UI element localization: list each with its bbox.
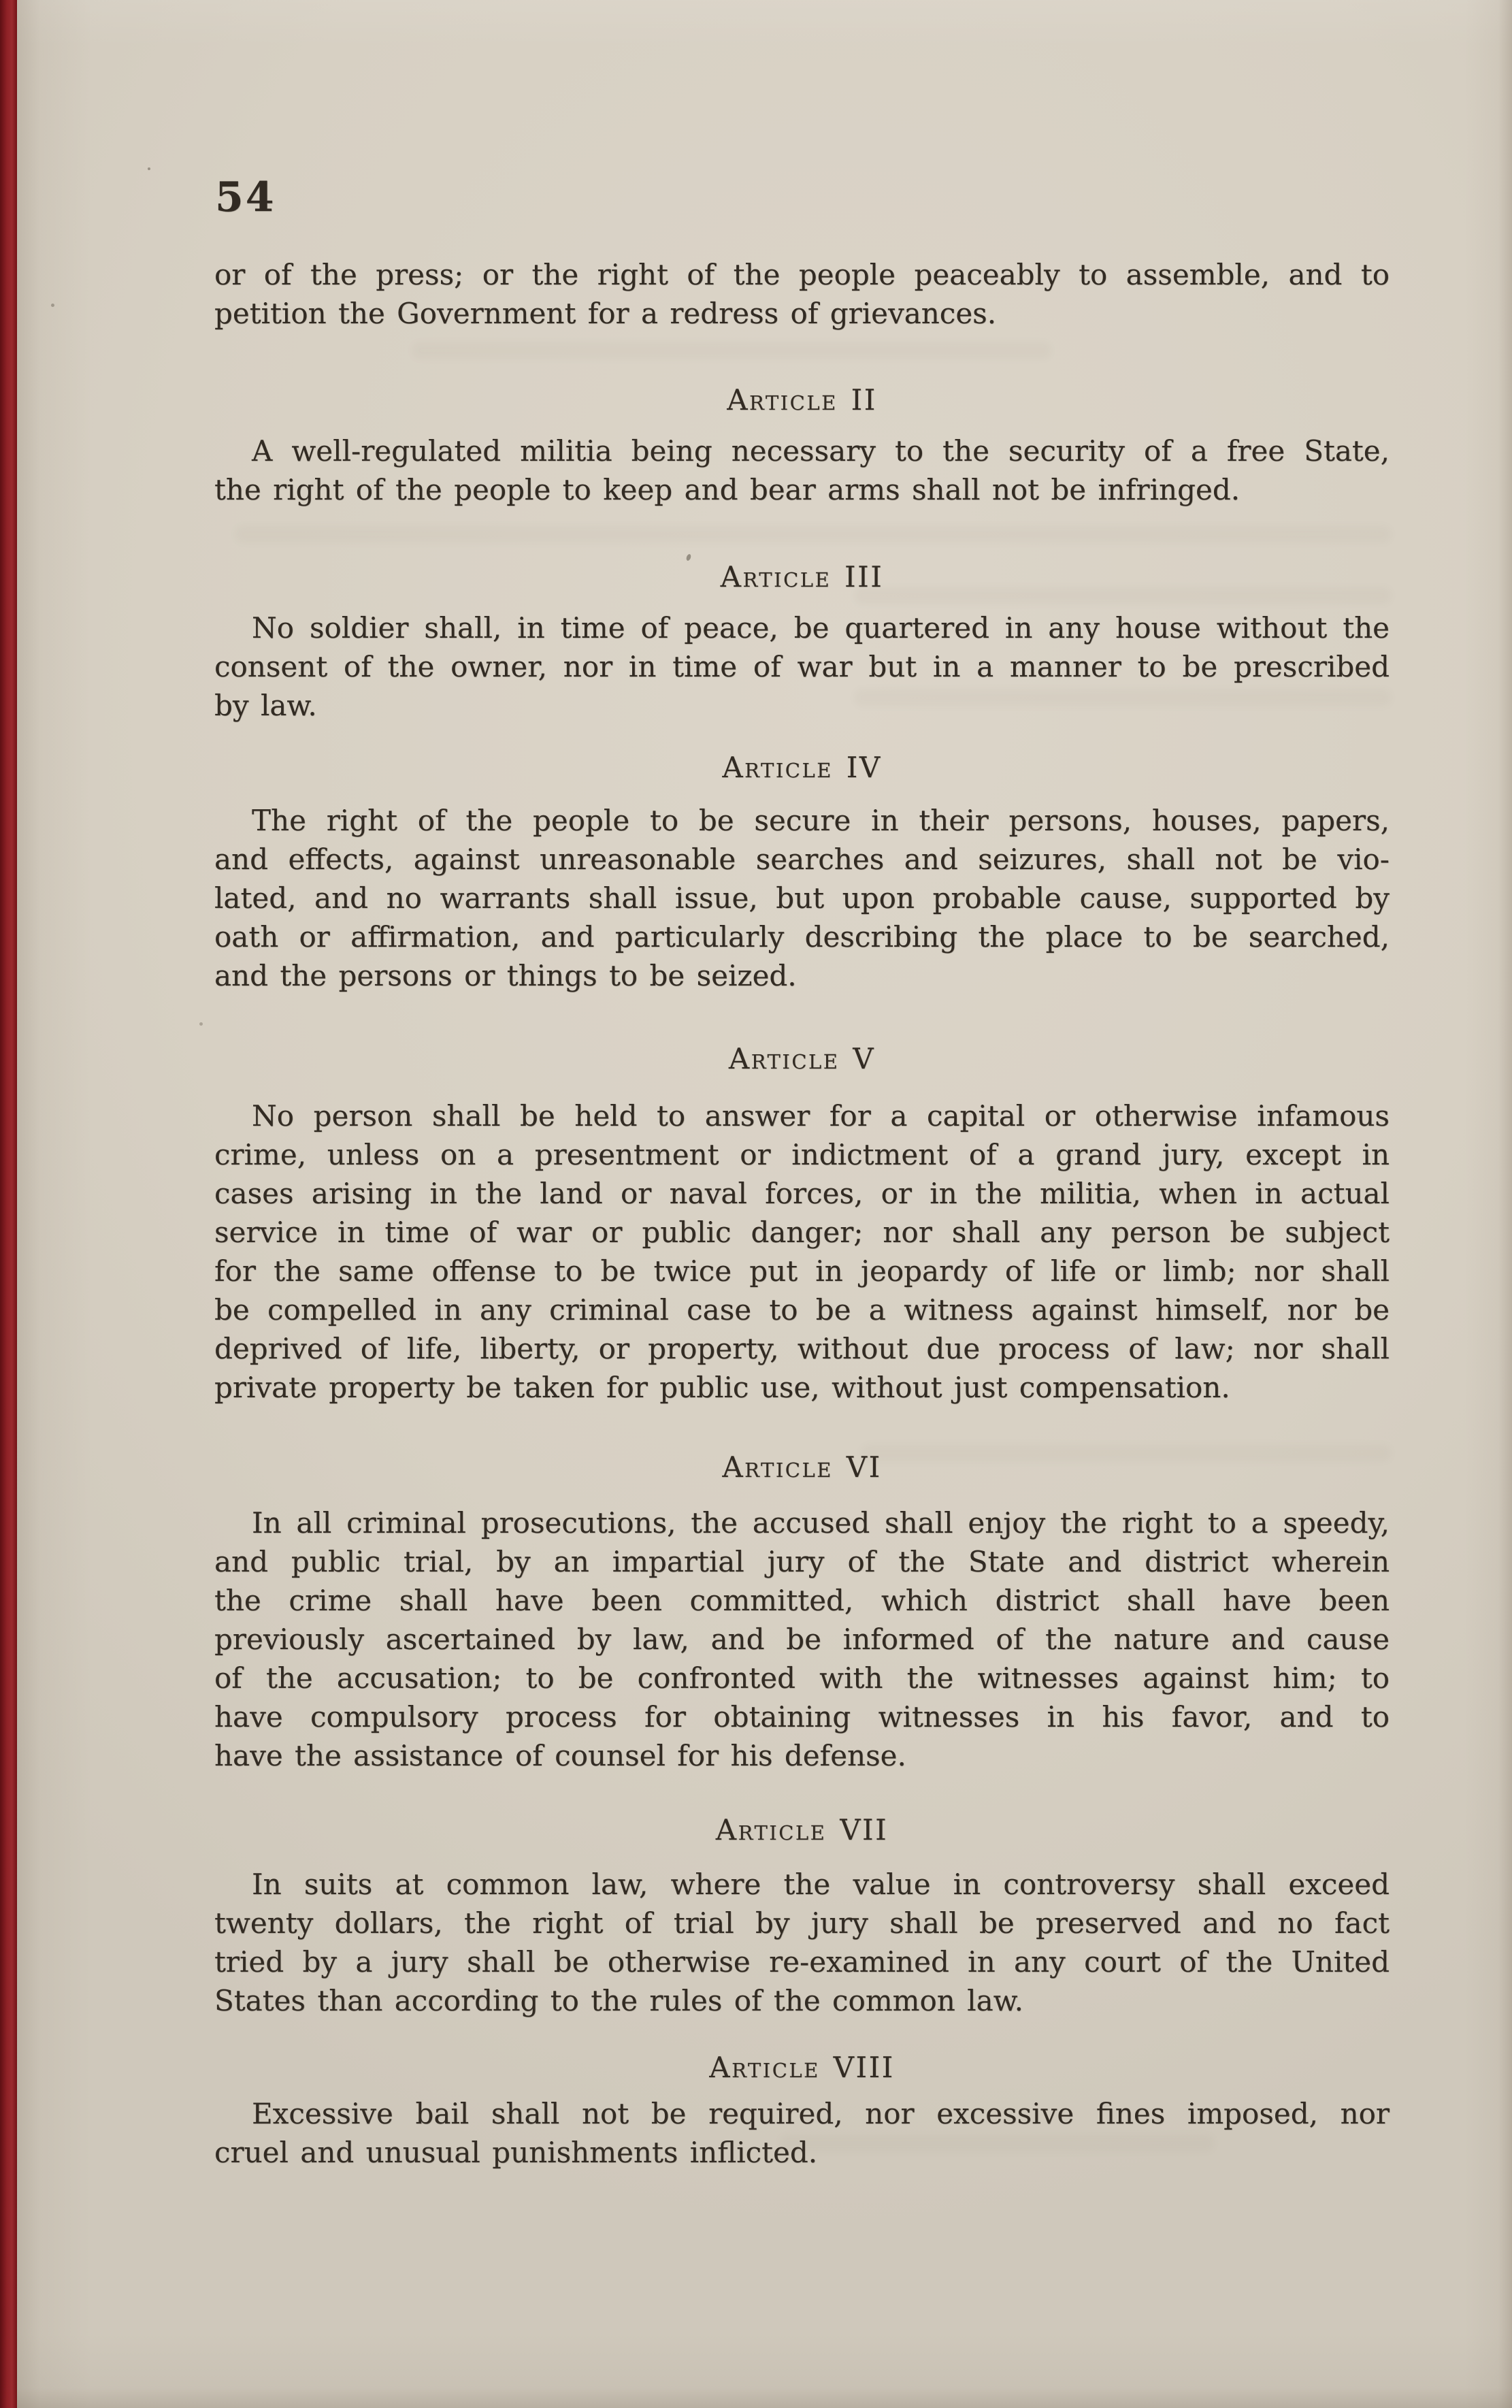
text-line: or of the press; or the right of the people peaceably to assemble, and to [214,258,1390,291]
paragraph [214,1503,1390,1775]
page-number: 54 [215,174,276,221]
text-line: In suits at common law, where the value in controversy shall exceed [252,1868,1390,1901]
article-heading: Article V [728,1042,876,1075]
text-line: previously ascertained by law, and be informed of the nature and cause [214,1623,1390,1656]
paragraph [214,801,1390,995]
text-line: No soldier shall, in time of peace, be quartered in any house without the [252,611,1390,645]
text-line: deprived of life, liberty, or property, without due process of law; nor shall [214,1332,1390,1365]
article-heading: Article VII [715,1813,889,1846]
article-heading: Article III [720,560,884,593]
text-line: crime, unless on a presentment or indictment of a grand jury, except in [214,1138,1390,1171]
paragraph [214,432,1390,509]
paragraph [214,1096,1390,1407]
text-line: be compelled in any criminal case to be a witness against himself, nor be [214,1293,1390,1327]
book-spine-edge [0,0,17,2408]
text-line: twenty dollars, the right of trial by jury shall be preserved and no fact [214,1906,1390,1940]
text-line: cruel and unusual punishments inflicted. [214,2136,818,2169]
paragraph [214,608,1390,725]
text-line: States than according to the rules of the common law. [214,1984,1023,2017]
text-line: oath or affirmation, and particularly describing the place to be searched, [214,920,1390,954]
text-line: the crime shall have been committed, which district shall have been [214,1584,1390,1617]
paragraph [214,2094,1390,2172]
text-line: tried by a jury shall be otherwise re-examined in any court of the United [214,1945,1390,1979]
text-line: Excessive bail shall not be required, nor excessive fines imposed, nor [252,2097,1390,2130]
ink-speck [148,167,150,170]
text-line: and the persons or things to be seized. [214,959,797,992]
ink-speck [51,304,54,307]
text-column [214,0,1390,2408]
ink-speck [199,1022,203,1026]
text-line: The right of the people to be secure in their persons, houses, papers, [252,804,1390,837]
text-line: and public trial, by an impartial jury of the State and district wherein [214,1545,1390,1578]
text-line: private property be taken for public use, without just compensation. [214,1371,1230,1404]
article-heading: Article VI [722,1450,882,1484]
paragraph [214,255,1390,333]
text-line: of the accusation; to be confronted with the witnesses against him; to [214,1661,1390,1695]
text-line: consent of the owner, nor in time of war but in a manner to be prescribed [214,650,1390,683]
text-line: for the same offense to be twice put in jeopardy of life or limb; nor shall [214,1254,1390,1288]
text-line: lated, and no warrants shall issue, but upon probable cause, supported by [214,881,1390,915]
text-line: have the assistance of counsel for his defense. [214,1739,906,1772]
paragraph [214,1865,1390,2020]
text-line: have compulsory process for obtaining witnesses in his favor, and to [214,1700,1390,1734]
text-line: service in time of war or public danger; nor shall any person be subject [214,1216,1390,1249]
text-line: In all criminal prosecutions, the accused shall enjoy the right to a speedy, [252,1506,1390,1540]
article-heading: Article IV [722,751,882,784]
text-line: petition the Government for a redress of grievances. [214,297,997,330]
article-heading: Article VIII [709,2051,895,2084]
text-line: A well-regulated militia being necessary to the security of a free State, [252,434,1390,468]
article-heading: Article II [727,383,877,417]
text-line: the right of the people to keep and bear arms shall not be infringed. [214,473,1240,506]
page-surface [17,0,1512,2408]
text-line: cases arising in the land or naval forces, or in the militia, when in actual [214,1177,1390,1210]
text-line: No person shall be held to answer for a capital or otherwise infamous [252,1099,1390,1133]
text-line: and effects, against unreasonable searches and seizures, shall not be vio- [214,843,1390,876]
text-line: by law. [214,689,317,722]
